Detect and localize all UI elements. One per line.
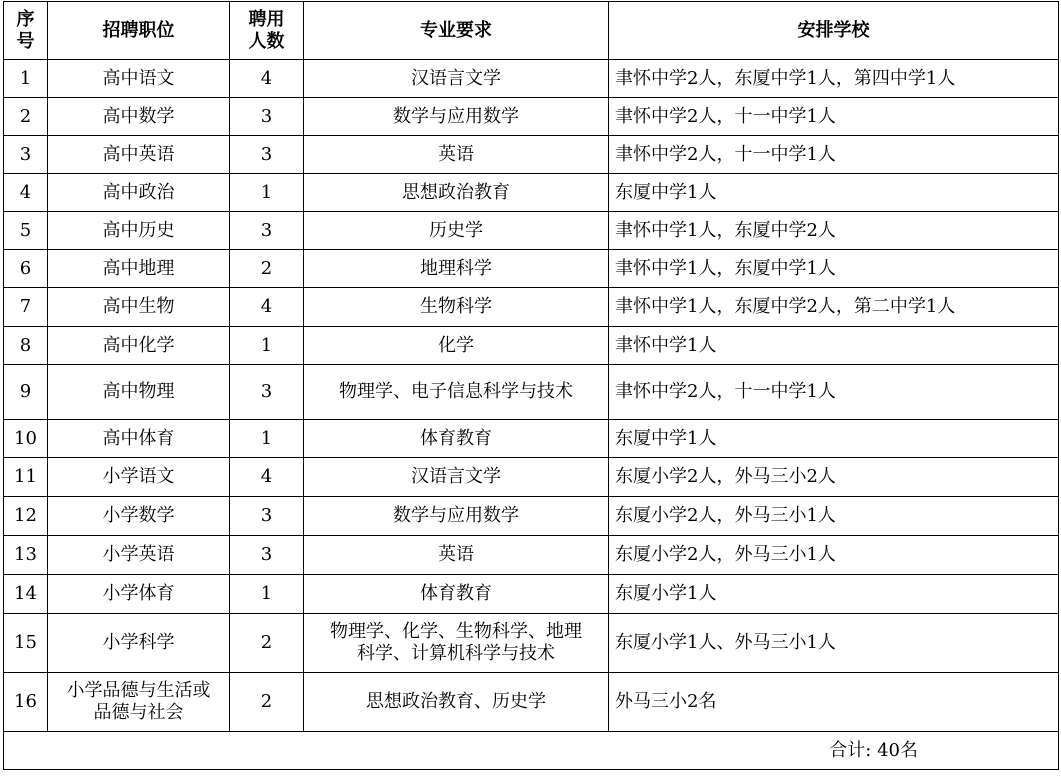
table-row (4, 497, 1059, 536)
cell-school: 东厦小学2人，外马三小1人 (609, 536, 1059, 575)
cell-major: 英语 (304, 136, 609, 174)
table-row (4, 60, 1059, 98)
table-row (4, 365, 1059, 420)
header-count: 聘用 人数 (230, 2, 304, 60)
cell-school: 聿怀中学1人，东厦中学1人 (609, 250, 1059, 288)
cell-school: 聿怀中学1人，东厦中学2人 (609, 212, 1059, 250)
cell-major: 生物科学 (304, 288, 609, 327)
cell-school: 东厦小学2人，外马三小2人 (609, 458, 1059, 497)
cell-position: 小学体育 (48, 575, 230, 614)
cell-position: 高中生物 (48, 288, 230, 327)
table-row (4, 575, 1059, 614)
table-row (4, 98, 1059, 136)
cell-seq: 9 (4, 365, 48, 420)
cell-position: 小学科学 (48, 614, 230, 673)
cell-school: 东厦小学1人 (609, 575, 1059, 614)
cell-count: 3 (230, 365, 304, 420)
cell-seq: 11 (4, 458, 48, 497)
cell-count: 3 (230, 212, 304, 250)
cell-position: 小学语文 (48, 458, 230, 497)
cell-school: 东厦中学1人 (609, 420, 1059, 458)
cell-position: 高中化学 (48, 327, 230, 365)
cell-major: 化学 (304, 327, 609, 365)
cell-major: 汉语言文学 (304, 60, 609, 98)
cell-major: 体育教育 (304, 420, 609, 458)
cell-major: 数学与应用数学 (304, 98, 609, 136)
cell-major: 历史学 (304, 212, 609, 250)
table-row (4, 327, 1059, 365)
cell-seq: 14 (4, 575, 48, 614)
cell-school: 外马三小2名 (609, 673, 1059, 732)
cell-position: 小学品德与生活或 品德与社会 (48, 673, 230, 732)
cell-major: 思想政治教育、历史学 (304, 673, 609, 732)
cell-position: 高中历史 (48, 212, 230, 250)
cell-seq: 2 (4, 98, 48, 136)
cell-position: 高中语文 (48, 60, 230, 98)
cell-position: 高中政治 (48, 174, 230, 212)
cell-school: 东厦中学1人 (609, 174, 1059, 212)
cell-seq: 8 (4, 327, 48, 365)
cell-count: 1 (230, 327, 304, 365)
cell-count: 3 (230, 136, 304, 174)
table-row (4, 212, 1059, 250)
cell-position: 高中数学 (48, 98, 230, 136)
cell-major: 物理学、化学、生物科学、地理 科学、计算机科学与技术 (304, 614, 609, 673)
header-row (4, 2, 1059, 60)
recruitment-table (3, 1, 1059, 770)
cell-count: 1 (230, 174, 304, 212)
cell-major: 数学与应用数学 (304, 497, 609, 536)
table-row (4, 250, 1059, 288)
cell-count: 4 (230, 60, 304, 98)
table-row (4, 673, 1059, 732)
table-row (4, 420, 1059, 458)
header-major: 专业要求 (304, 2, 609, 60)
cell-position: 高中体育 (48, 420, 230, 458)
header-position: 招聘职位 (48, 2, 230, 60)
cell-position: 高中英语 (48, 136, 230, 174)
cell-major: 地理科学 (304, 250, 609, 288)
table-row (4, 288, 1059, 327)
header-seq: 序 号 (4, 2, 48, 60)
cell-school: 聿怀中学1人，东厦中学2人，第二中学1人 (609, 288, 1059, 327)
cell-seq: 1 (4, 60, 48, 98)
cell-school: 东厦小学2人，外马三小1人 (609, 497, 1059, 536)
cell-count: 1 (230, 575, 304, 614)
total-row (4, 732, 1059, 770)
cell-count: 2 (230, 250, 304, 288)
table-row (4, 136, 1059, 174)
cell-position: 小学数学 (48, 497, 230, 536)
table-row (4, 536, 1059, 575)
cell-school: 东厦小学1人、外马三小1人 (609, 614, 1059, 673)
cell-seq: 5 (4, 212, 48, 250)
cell-count: 4 (230, 288, 304, 327)
cell-position: 小学英语 (48, 536, 230, 575)
cell-major: 体育教育 (304, 575, 609, 614)
cell-seq: 12 (4, 497, 48, 536)
cell-count: 4 (230, 458, 304, 497)
cell-major: 物理学、电子信息科学与技术 (304, 365, 609, 420)
cell-count: 2 (230, 614, 304, 673)
cell-count: 3 (230, 497, 304, 536)
cell-count: 3 (230, 536, 304, 575)
cell-school: 聿怀中学2人，十一中学1人 (609, 365, 1059, 420)
cell-position: 高中地理 (48, 250, 230, 288)
cell-school: 聿怀中学2人，东厦中学1人，第四中学1人 (609, 60, 1059, 98)
cell-major: 思想政治教育 (304, 174, 609, 212)
table-row (4, 614, 1059, 673)
cell-major: 英语 (304, 536, 609, 575)
cell-count: 1 (230, 420, 304, 458)
cell-seq: 3 (4, 136, 48, 174)
cell-seq: 4 (4, 174, 48, 212)
cell-position: 高中物理 (48, 365, 230, 420)
table-row (4, 458, 1059, 497)
cell-seq: 13 (4, 536, 48, 575)
total-cell: 合计: 40名 (4, 732, 1059, 770)
cell-school: 聿怀中学2人，十一中学1人 (609, 98, 1059, 136)
cell-school: 聿怀中学1人 (609, 327, 1059, 365)
table-row (4, 174, 1059, 212)
cell-school: 聿怀中学2人，十一中学1人 (609, 136, 1059, 174)
cell-seq: 7 (4, 288, 48, 327)
cell-seq: 10 (4, 420, 48, 458)
cell-count: 3 (230, 98, 304, 136)
cell-major: 汉语言文学 (304, 458, 609, 497)
cell-seq: 16 (4, 673, 48, 732)
cell-seq: 15 (4, 614, 48, 673)
cell-seq: 6 (4, 250, 48, 288)
header-school: 安排学校 (609, 2, 1059, 60)
cell-count: 2 (230, 673, 304, 732)
